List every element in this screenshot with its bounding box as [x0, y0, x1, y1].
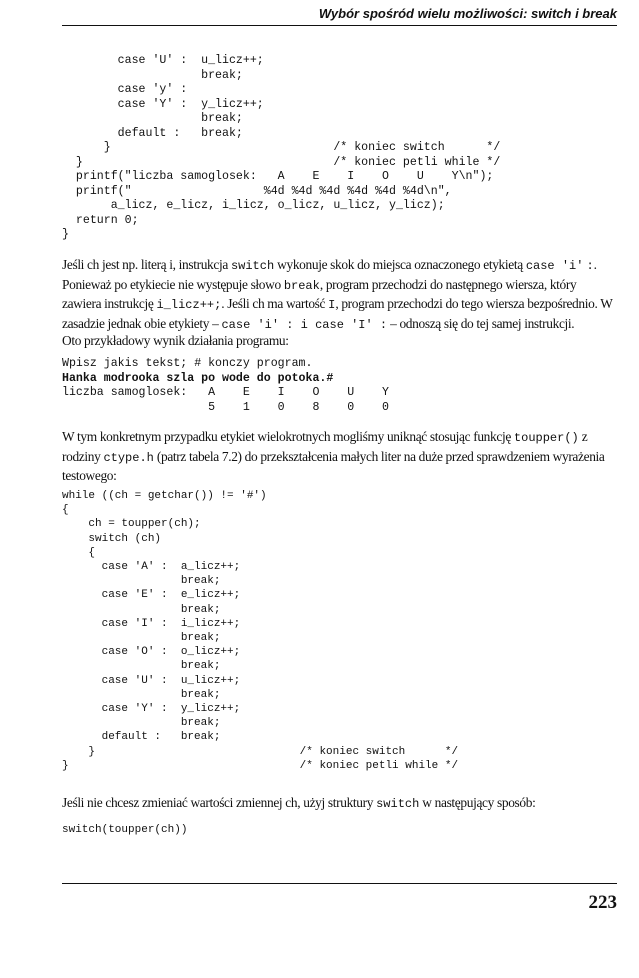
output-line-user-input: Hanka modrooka szla po wode do potoka.# [62, 371, 334, 385]
code-line: printf(" %4d %4d %4d %4d %4d %4d\n", [62, 184, 452, 198]
header-rule [62, 25, 617, 26]
code-line: switch (ch) [62, 532, 162, 545]
code-line: case 'A' : a_licz++; [62, 561, 241, 574]
footer-rule [62, 883, 617, 884]
paragraph-output-intro: Oto przykładowy wynik działania programu: [62, 333, 289, 348]
code-line: case 'E' : e_licz++; [62, 589, 241, 602]
code-line: return 0; [62, 213, 139, 227]
code-block-2 [62, 489, 458, 773]
paragraph-switch-toupper: Jeśli nie chcesz zmieniać wartości zmiennej ch, użyj struktury switch w następujący sposób: [62, 795, 536, 811]
code-line: default : break; [62, 126, 243, 140]
code-line: case 'Y' : y_licz++; [62, 97, 264, 111]
code-line: break; [62, 603, 221, 616]
code-line: } [62, 228, 69, 241]
code-line: break; [62, 688, 221, 701]
output-line: liczba samoglosek: A E I O U Y [62, 386, 389, 399]
code-line: a_licz, e_licz, i_licz, o_licz, u_licz, y_licz); [62, 199, 445, 212]
code-line: case 'y' : [62, 83, 188, 96]
code-line: printf("liczba samoglosek: A E I O U Y\n"); [62, 170, 494, 183]
code-line: break; [62, 112, 243, 125]
code-line: case 'U' : u_licz++; [62, 54, 264, 67]
paragraph-switch-explanation: Jeśli ch jest np. literą i, instrukcja switch wykonuje skok do miejsca oznaczonego etykietą case 'i' :. Ponieważ po etykiecie nie występuje słowo break, program przechodzi do następnego wiersza, który zawiera instrukcję i_licz++;. Jeśli ch ma wartość I, program przechodzi do tego wiersza bezpośrednio. W zasadzie jednak obie etykiety – case 'i' : i case 'I' : – odnoszą się do tej samej instrukcji. [62, 257, 613, 332]
code-line-switch-toupper: switch(toupper(ch)) [62, 824, 188, 836]
code-line: { [62, 504, 69, 517]
code-line: break; [62, 575, 221, 588]
code-line: } /* koniec switch */ [62, 745, 459, 758]
code-line: { [62, 546, 96, 559]
code-line: case 'U' : u_licz++; [62, 674, 241, 687]
running-header: Wybór spośród wielu możliwości: switch i break [318, 6, 617, 21]
code-line: break; [62, 660, 221, 673]
code-line: default : break; [62, 731, 221, 744]
paragraph-toupper: W tym konkretnym przypadku etykiet wielokrotnych mogliśmy uniknąć stosując funkcję toupper() z rodziny ctype.h (patrz tabela 7.2) do przekształcenia małych liter na duże przed sprawdzeniem wyrażenia testowego: [62, 429, 605, 483]
code-line: case 'I' : i_licz++; [62, 617, 241, 630]
code-line: break; [62, 717, 221, 730]
code-line: } /* koniec petli while */ [62, 155, 501, 169]
output-line: Wpisz jakis tekst; # konczy program. [62, 357, 313, 370]
program-output-block [62, 357, 389, 415]
code-line: } /* koniec switch */ [62, 141, 501, 154]
page-number: 223 [588, 892, 617, 913]
code-line: ch = toupper(ch); [62, 518, 201, 531]
code-line: break; [62, 632, 221, 645]
code-line: break; [62, 68, 243, 82]
code-line: while ((ch = getchar()) != '#') [62, 490, 267, 502]
output-line: 5 1 0 8 0 0 [62, 400, 389, 414]
code-line: case 'O' : o_licz++; [62, 646, 241, 659]
code-line: case 'Y' : y_licz++; [62, 703, 241, 716]
code-line: } /* koniec petli while */ [62, 759, 459, 772]
code-block-1 [62, 54, 500, 243]
